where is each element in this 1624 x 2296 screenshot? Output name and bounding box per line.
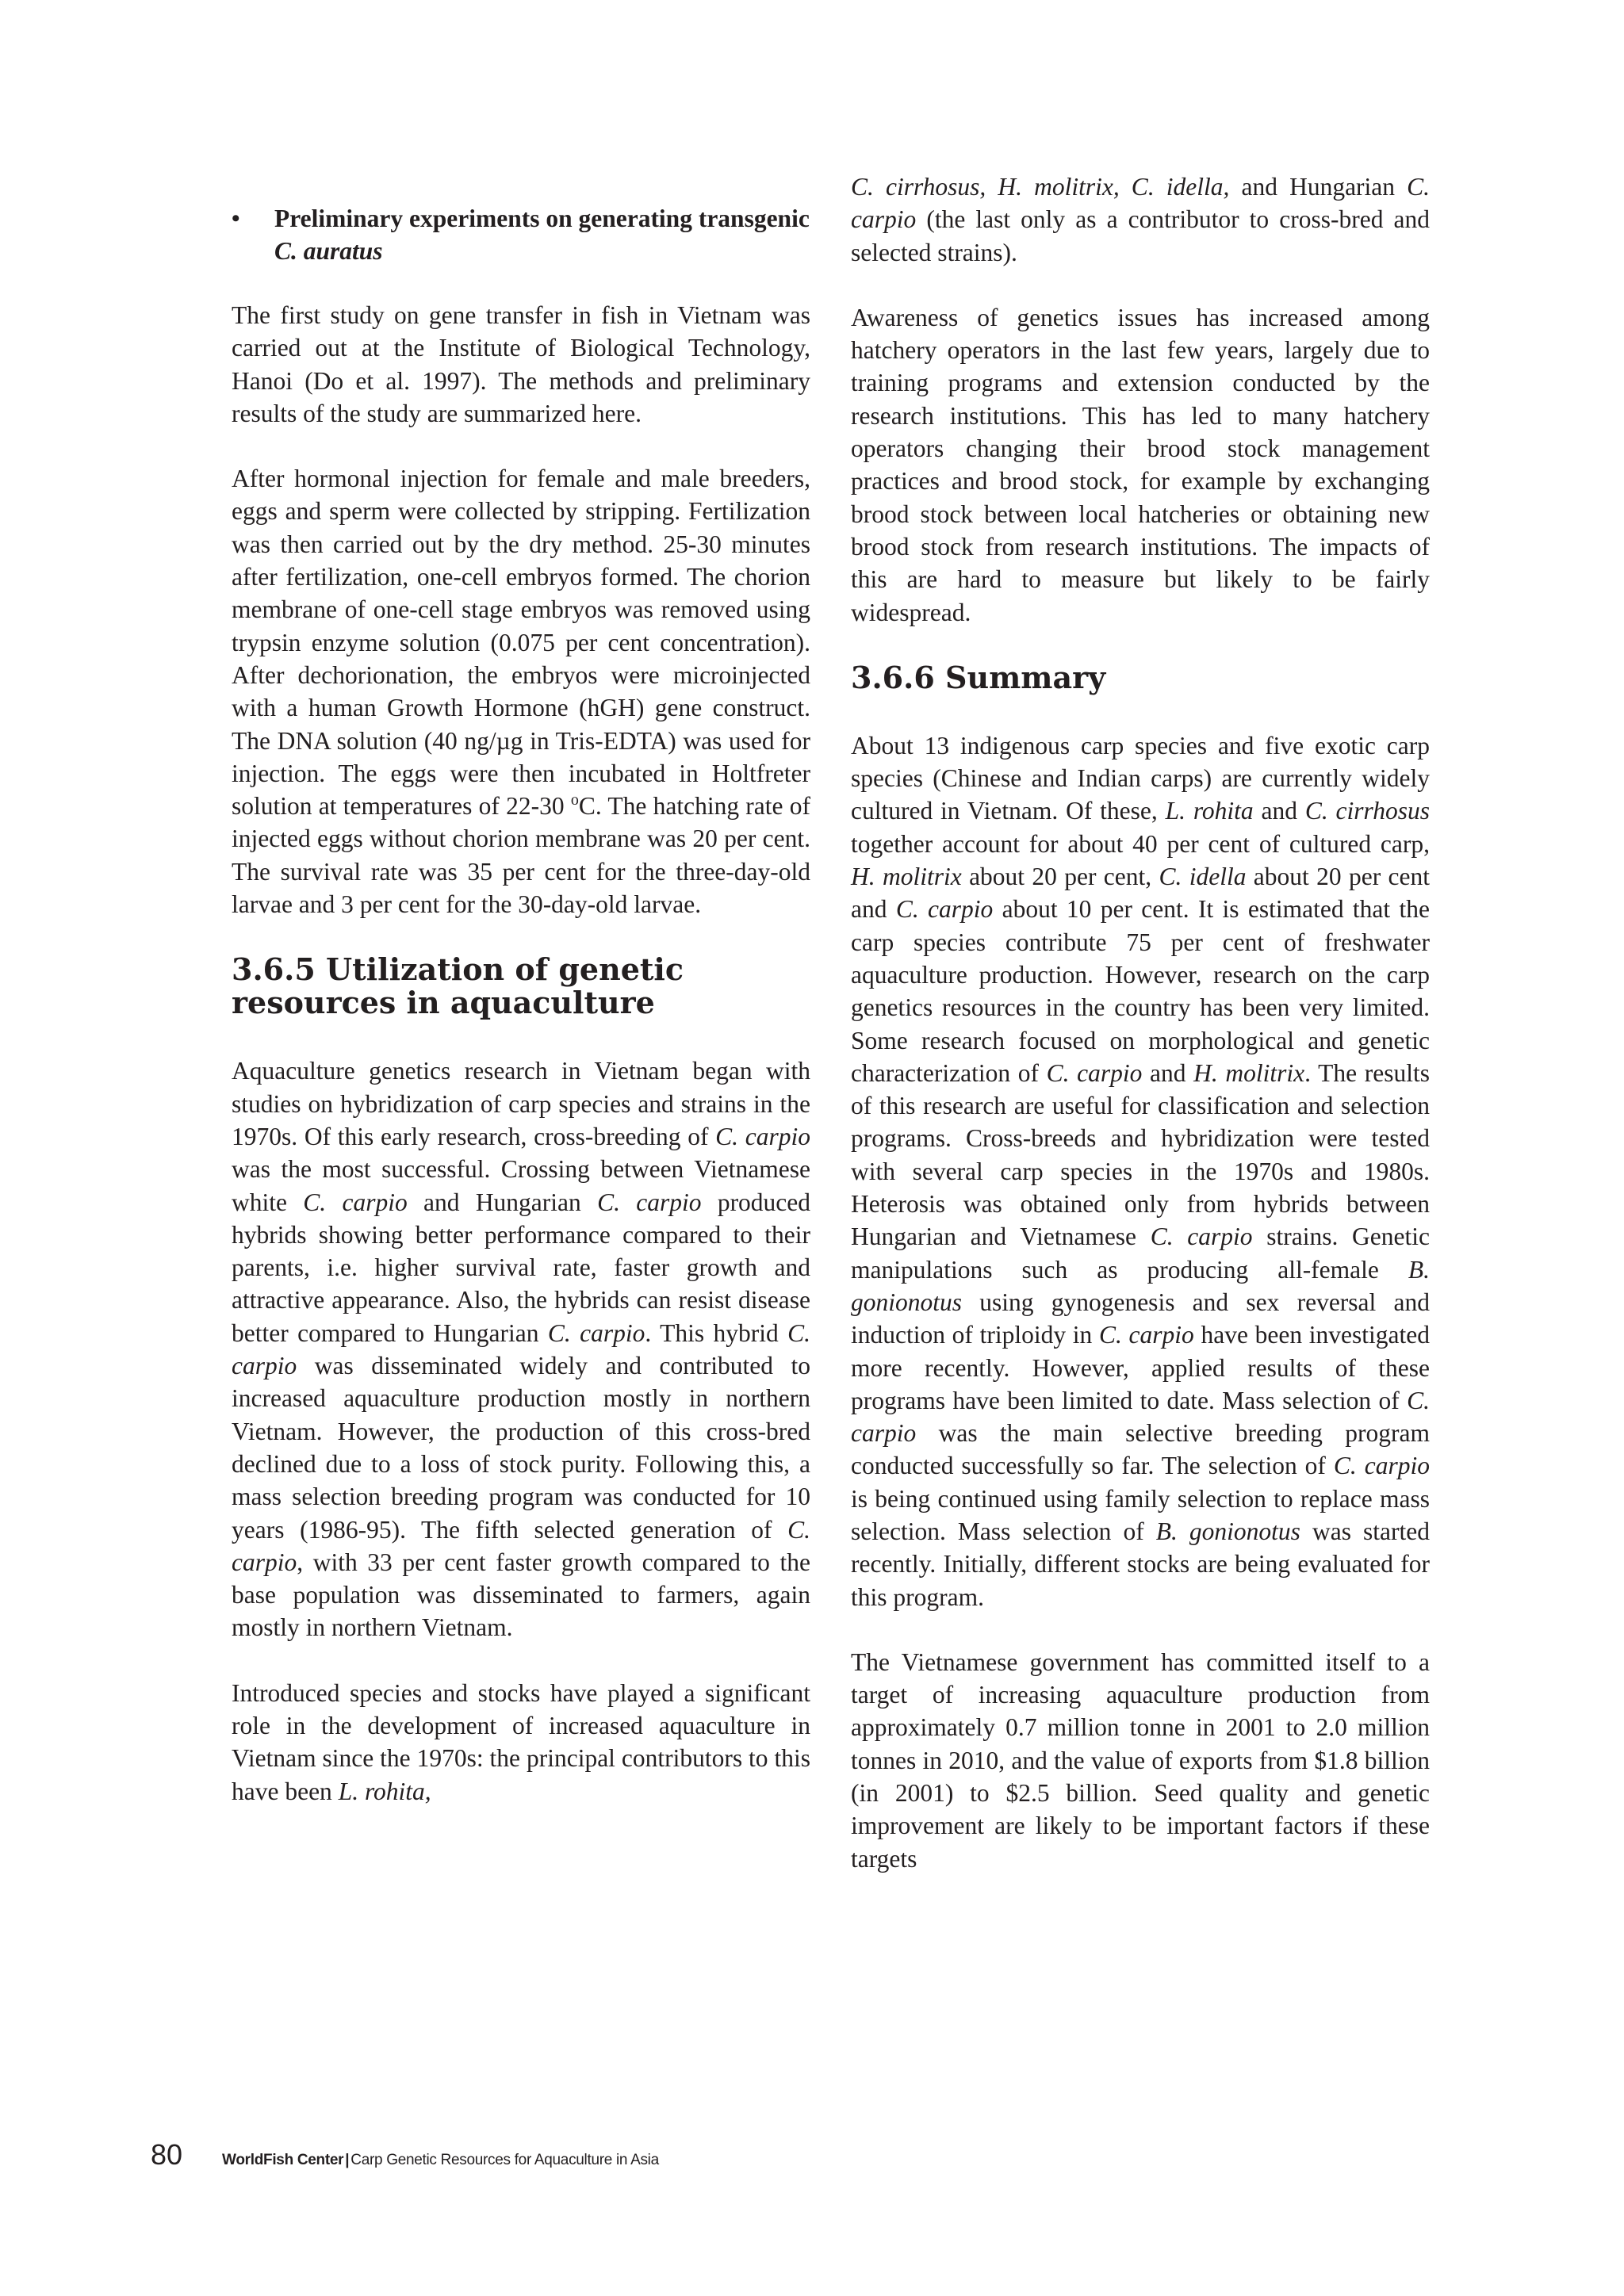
bullet-item <box>232 202 810 267</box>
paragraph-species-continued: C. cirrhosus, H. molitrix, C. idella, and Hungarian C. carpio (the last only as a contributor to cross-bred and selected strains). <box>851 173 1430 266</box>
paragraph-summary: About 13 indigenous carp species and five exotic carp species (Chinese and Indian carps) are currently widely cultured in Vietnam. Of these, L. rohita and C. cirrhosus together account for about 40 per cent of cultured carp, H. molitrix about 20 per cent, C. idella about 20 per cent and C. carpio about 10 per cent. It is estimated that the carp species contribute 75 per cent of freshwater aquaculture production. However, research on the carp genetics resources in the country has been very limited. Some research focused on morphological and genetic characterization of C. carpio and H. molitrix. The results of this research are useful for classification and selection programs. Cross-breeds and hybridization were tested with several carp species in the 1970s and 1980s. Heterosis was obtained only from hybrids between Hungarian and Vietnamese C. carpio strains. Genetic manipulations such as producing all-female B. gonionotus using gynogenesis and sex reversal and induction of triploidy in C. carpio have been investigated more recently. However, applied results of these programs have been limited to date. Mass selection of C. carpio was the main selective breeding program conducted successfully so far. The selection of C. carpio is being continued using family selection to replace mass selection. Mass selection of B. gonionotus was started recently. Initially, different stocks are being evaluated for this program. <box>851 731 1430 1611</box>
section-heading-365: 3.6.5 Utilization of genetic resources in aquaculture <box>232 951 684 1021</box>
running-footer <box>222 2152 659 2169</box>
footer-org: WorldFish Center <box>222 2152 344 2168</box>
left-column <box>232 166 810 1840</box>
paragraph-gene-transfer-intro: The first study on gene transfer in fish in Vietnam was carried out at the Institute of Biological Technology, Hanoi (Do et al. 1997). The methods and preliminary results of the study are summarized here. <box>232 301 810 427</box>
page-footer <box>151 2138 659 2172</box>
paragraph-introduced-species: Introduced species and stocks have played a significant role in the development of increased aquaculture in Vietnam since the 1970s: the principal contributors to this have been L. rohita, <box>232 1678 810 1805</box>
paragraph-awareness: Awareness of genetics issues has increased among hatchery operators in the last few years, largely due to training programs and extension conducted by the research institutions. This has led to many hatchery operators changing their brood stock management practices and brood stock, for example by exchanging brood stock between local hatcheries or obtaining new brood stock from research institutions. The impacts of this are hard to measure but likely to be fairly widespread. <box>851 303 1430 626</box>
bullet-text: Preliminary experiments on generating transgenic C. auratus <box>274 205 810 265</box>
page-number: 80 <box>151 2138 183 2171</box>
footer-separator: | <box>345 2152 350 2168</box>
section-heading-366: 3.6.6 Summary <box>851 659 1106 695</box>
paragraph-gene-transfer-method: After hormonal injection for female and male breeders, eggs and sperm were collected by stripping. Fertilization was then carried out by the dry method. 25-30 minutes after fertilization, one-cell embryos formed. The chorion membrane of one-cell stage embryos was removed using trypsin enzyme solution (0.075 per cent concentration). After dechorionation, the embryos were microinjected with a human Growth Hormone (hGH) gene construct. The DNA solution (40 ng/µg in Tris-EDTA) was used for injection. The eggs were then incubated in Holtfreter solution at temperatures of 22-30 $^o$C. The hatching rate of injected eggs without chorion membrane was 20 per cent. The survival rate was 35 per cent for the three-day-old larvae and 3 per cent for the 30-day-old larvae. <box>232 465 810 919</box>
bullet-icon: • <box>232 205 240 232</box>
footer-title: Carp Genetic Resources for Aquaculture in Asia <box>350 2152 659 2168</box>
right-column <box>851 170 1430 1908</box>
paragraph-government-targets: The Vietnamese government has committed itself to a target of increasing aquaculture production from approximately 0.7 million tonne in 2001 to 2.0 million tonnes in 2010, and the value of exports from $1.8 billion (in 2001) to $2.5 billion. Seed quality and genetic improvement are likely to be important factors if these targets <box>851 1647 1430 1873</box>
paragraph-aquaculture-genetics: Aquaculture genetics research in Vietnam began with studies on hybridization of carp species and strains in the 1970s. Of this early research, cross-breeding of C. carpio was the most successful. Crossing between Vietnamese white C. carpio and Hungarian C. carpio produced hybrids showing better performance compared to their parents, i.e. higher survival rate, faster growth and attractive appearance. Also, the hybrids can resist disease better compared to Hungarian C. carpio. This hybrid C. carpio was disseminated widely and contributed to increased aquaculture production mostly in northern Vietnam. However, the production of this cross-bred declined due to a loss of stock purity. Following this, a mass selection breeding program was conducted for 10 years (1986-95). The fifth selected generation of C. carpio, with 33 per cent faster growth compared to the base population was disseminated to farmers, again mostly in northern Vietnam. <box>232 1057 811 1642</box>
